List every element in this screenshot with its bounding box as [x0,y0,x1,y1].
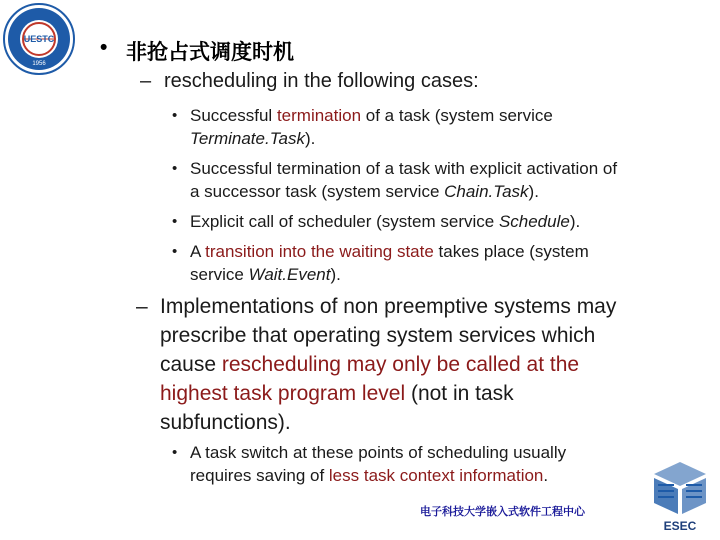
subitem-line-1: Successful termination of a task (system service [190,106,553,125]
subitem-line-1: A task switch at these points of scheduling usually [190,443,567,462]
footer-org-name: 电子科技大学嵌入式软件工程中心 [420,505,585,518]
bullet-icon: • [172,160,178,177]
dash-icon: – [140,70,152,92]
subitem-line-2: service Wait.Event). [190,265,341,284]
bullet-icon: • [172,107,178,124]
subitem-line-1: A transition into the waiting state takes place (system [190,242,589,261]
bullet-icon: • [172,444,178,461]
logo-year: 1956 [32,61,46,67]
esec-label: ESEC [663,519,697,533]
item-line-2: prescribe that operating system services which [160,324,596,347]
subitem-line-1: Explicit call of scheduler (system service Schedule). [190,212,581,231]
item-line-5: subfunctions). [160,411,291,434]
logo-abbrev: UESTC [23,34,55,44]
subitem-line-1: Successful termination of a task with explicit activation of [190,159,618,178]
title-text: 非抢占式调度时机 [126,40,294,64]
subitem-line-2: Terminate.Task). [190,129,316,148]
dash-icon: – [136,295,148,318]
item-line-4: highest task program level (not in task [160,382,514,405]
subitem-line-2: requires saving of less task context information. [190,466,549,485]
item-line-1: Implementations of non preemptive systems may [160,295,617,318]
bullet-icon: • [172,243,178,260]
item-line-3: cause rescheduling may only be called at the [160,353,580,376]
bullet-icon: • [172,213,178,230]
bullet-icon: • [100,36,108,59]
item-text: rescheduling in the following cases: [164,70,479,92]
subitem-line-2: a successor task (system service Chain.Task). [190,182,539,201]
esec-logo [650,460,710,536]
university-logo [3,3,75,75]
